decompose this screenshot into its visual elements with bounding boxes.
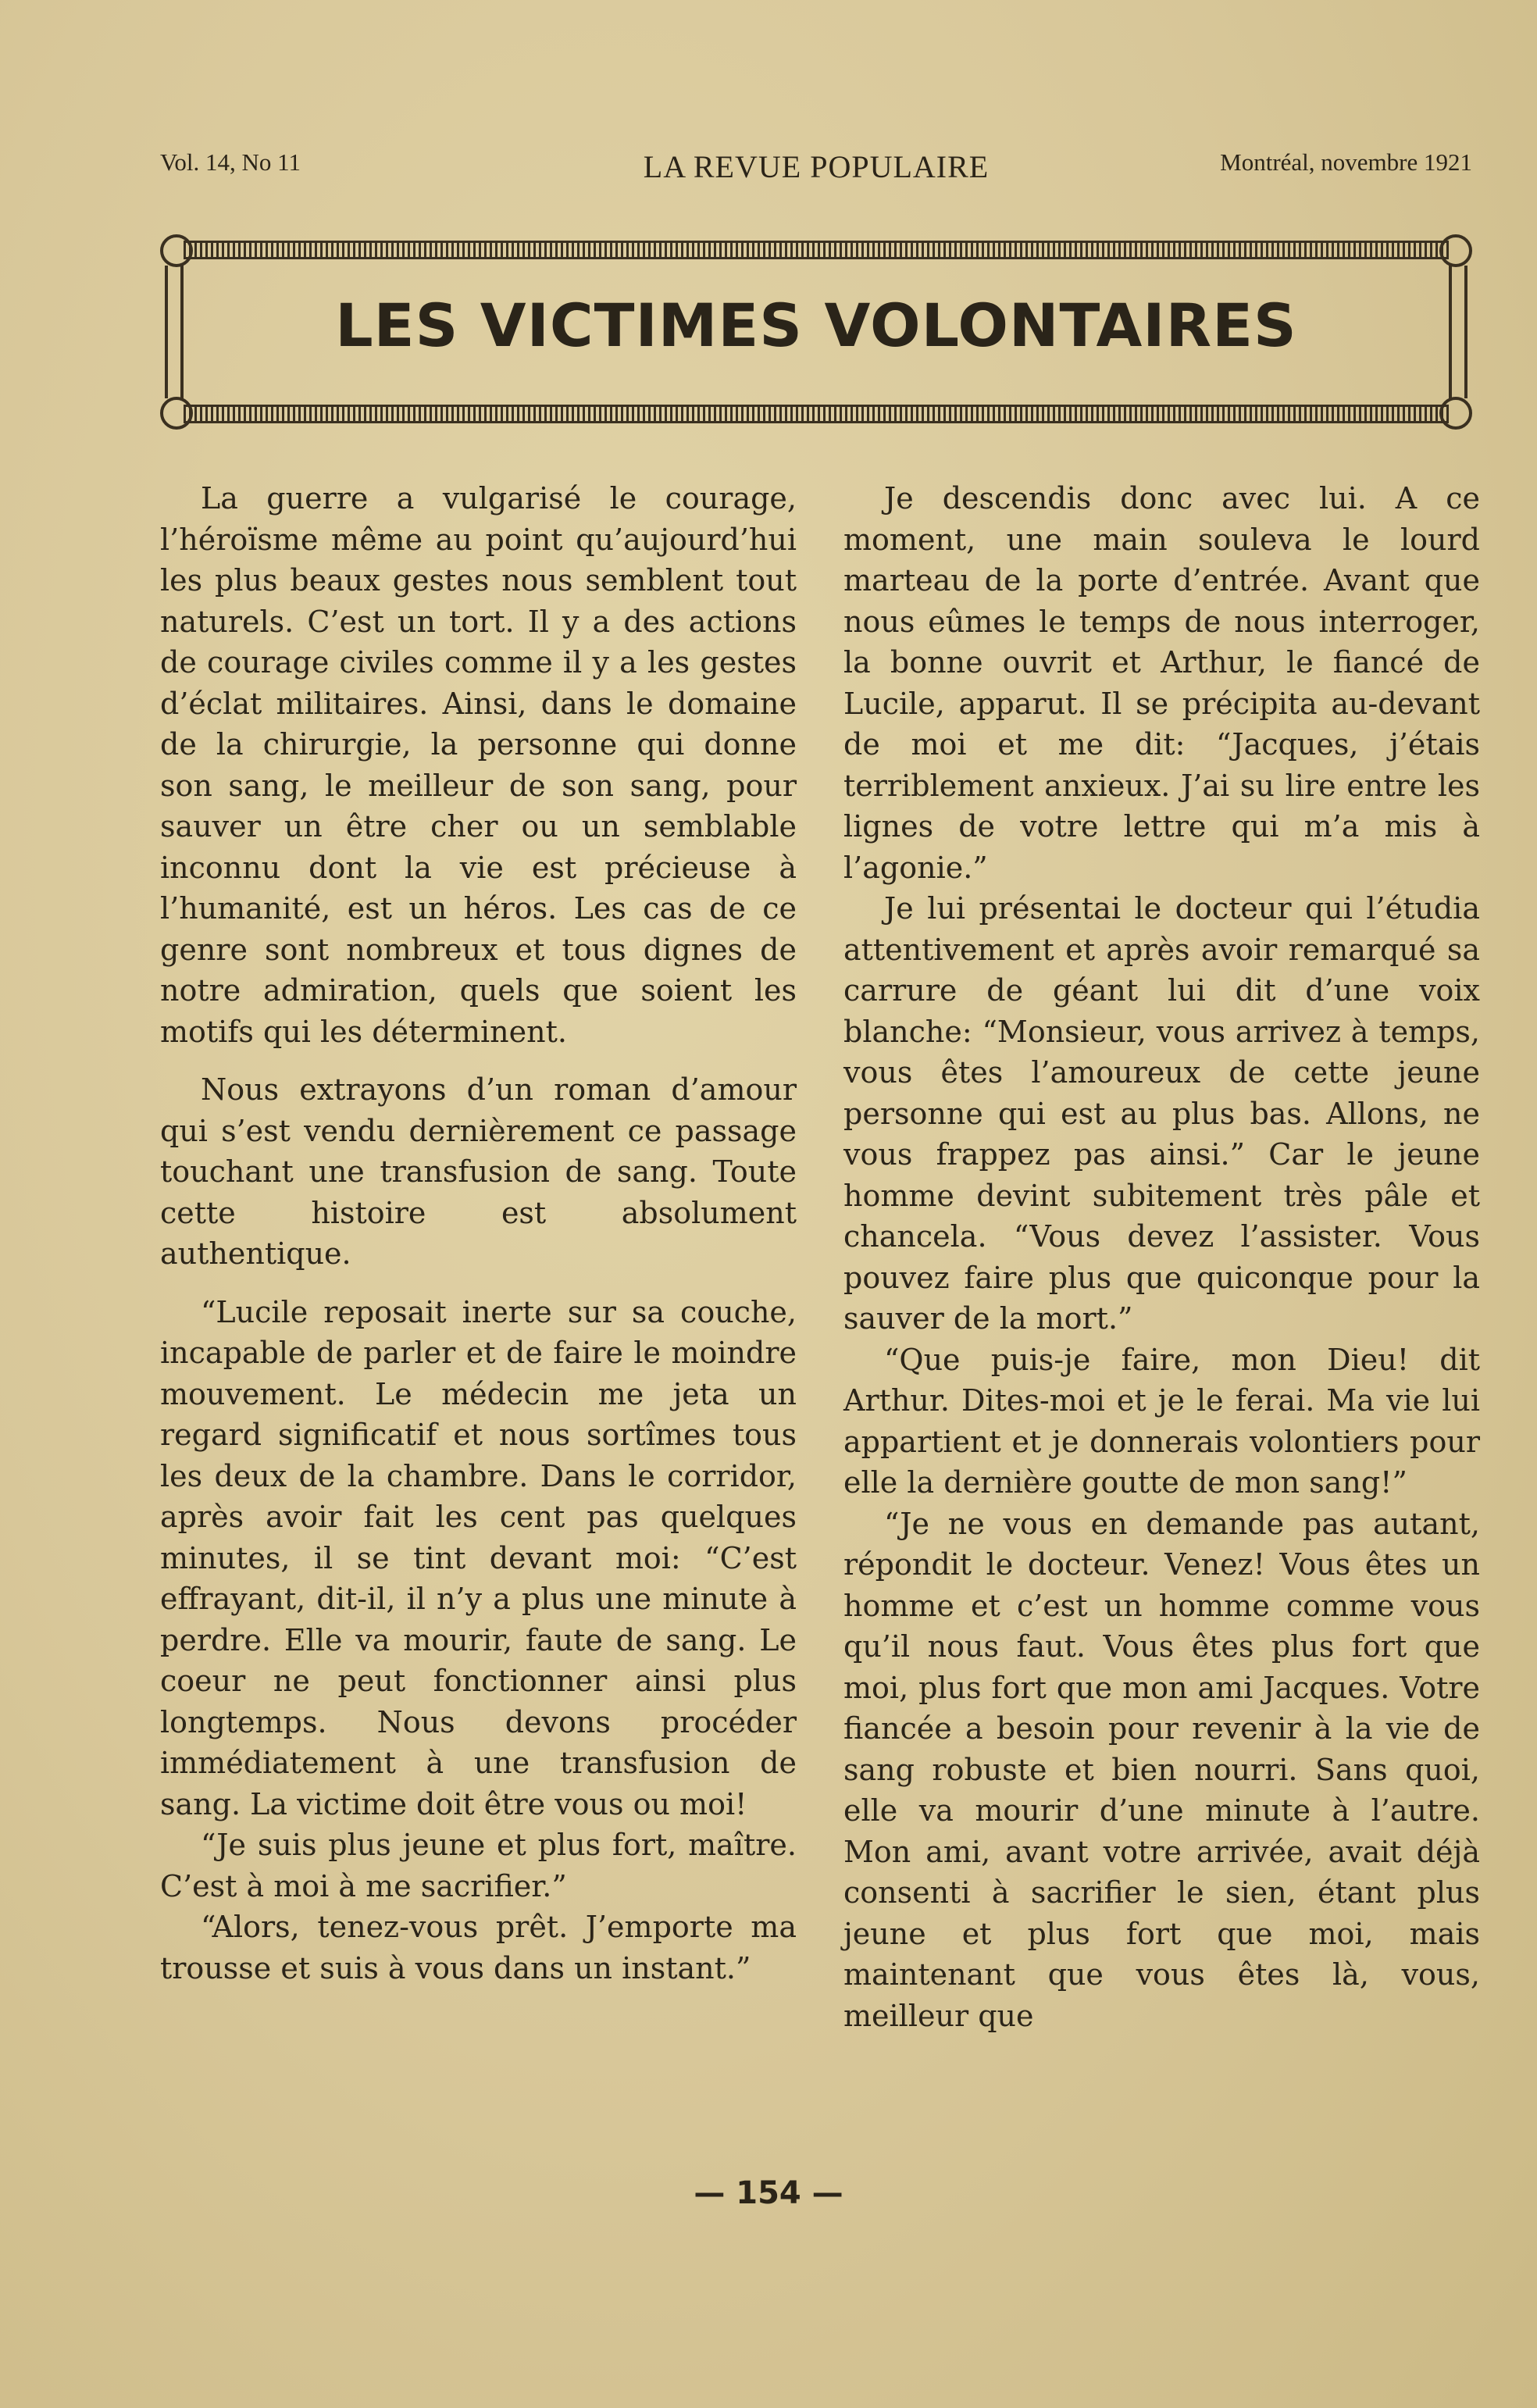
title-frame: [160, 234, 1472, 430]
frame-border-bottom: [184, 405, 1449, 423]
place-date: Montréal, novembre 1921: [1220, 148, 1472, 176]
paragraph: “Lucile reposait inerte sur sa couche, incapable de parler et de faire le moindre mouvement. Le médecin me jeta un regard significatif et nous sortîmes tous les deux de la chambre. Dans le corridor, après avoir fait les cent pas quelques minutes, il se tint devant moi: “C’est effrayant, dit-il, il n’y a plus une minute à perdre. Elle va mourir, faute de sang. Le coeur ne peut fonctionner ainsi plus longtemps. Nous devons procéder immédiatement à une transfusion de sang. La victime doit être vous ou moi!: [160, 1294, 797, 1821]
text-column-left: [160, 478, 797, 1989]
running-header: [160, 148, 1472, 187]
text-column-right: [843, 478, 1480, 2036]
paragraph: “Alors, tenez-vous prêt. J’emporte ma trousse et suis à vous dans un instant.”: [160, 1910, 797, 1985]
paragraph: La guerre a vulgarisé le courage, l’héroïsme même au point qu’aujourd’hui les plus beaux gestes nous semblent tout naturels. C’est un tort. Il y a des actions de courage civiles comme il y a les gestes d’éclat militaires. Ainsi, dans le domaine de la chirurgie, la personne qui donne son sang, le meilleur de son sang, pour sauver un être cher ou un semblable inconnu dont la vie est précieuse à l’humanité, est un héros. Les cas de ce genre sont nombreux et tous dignes de notre admiration, quels que soient les motifs qui les déterminent.: [160, 481, 797, 1049]
frame-corner-ornament: [160, 397, 193, 430]
frame-corner-ornament: [1439, 234, 1472, 267]
article-title: LES VICTIMES VOLONTAIRES: [335, 291, 1297, 360]
paragraph: “Je suis plus jeune et plus fort, maître. C’est à moi à me sacrifier.”: [160, 1828, 797, 1903]
paragraph: “Je ne vous en demande pas autant, répondit le docteur. Venez! Vous êtes un homme et c’est un homme comme vous qu’il nous faut. Vous êtes plus fort que moi, plus fort que mon ami Jacques. Votre fiancée a besoin pour revenir à la vie de sang robuste et bien nourri. Sans quoi, elle va mourir d’une minute à l’autre. Mon ami, avant votre arrivée, avait déjà consenti à sacrifier le sien, étant plus jeune et plus fort que moi, mais maintenant que vous êtes là, vous, meilleur que: [843, 1506, 1480, 2033]
paragraph: “Que puis-je faire, mon Dieu! dit Arthur. Dites-moi et je le ferai. Ma vie lui appartient et je donnerais volontiers pour elle la dernière goutte de mon sang!”: [843, 1342, 1480, 1500]
page-number: — 154 —: [694, 2175, 843, 2211]
frame-corner-ornament: [1439, 397, 1472, 430]
volume-number: Vol. 14, No 11: [160, 148, 301, 176]
frame-corner-ornament: [160, 234, 193, 267]
publication-name: LA REVUE POPULAIRE: [643, 149, 990, 184]
paragraph: Nous extrayons d’un roman d’amour qui s’est vendu dernièrement ce passage touchant une transfusion de sang. Toute cette histoire est absolument authentique.: [160, 1072, 797, 1271]
paragraph: Je lui présentai le docteur qui l’étudia attentivement et après avoir remarqué sa carrure de géant lui dit d’une voix blanche: “Monsieur, vous arrivez à temps, vous êtes l’amoureux de cette jeune personne qui est au plus bas. Allons, ne vous frappez pas ainsi.” Car le jeune homme devint subitement très pâle et chancela. “Vous devez l’assister. Vous pouvez faire plus que quiconque pour la sauver de la mort.”: [843, 891, 1480, 1336]
frame-border-top: [184, 241, 1449, 259]
paragraph: Je descendis donc avec lui. A ce moment, une main souleva le lourd marteau de la porte d’entrée. Avant que nous eûmes le temps de nous interroger, la bonne ouvrit et Arthur, le fiancé de Lucile, apparut. Il se précipita au-devant de moi et me dit: “Jacques, j’étais terriblement anxieux. J’ai su lire entre les lignes de votre lettre qui m’a mis à l’agonie.”: [843, 481, 1480, 885]
